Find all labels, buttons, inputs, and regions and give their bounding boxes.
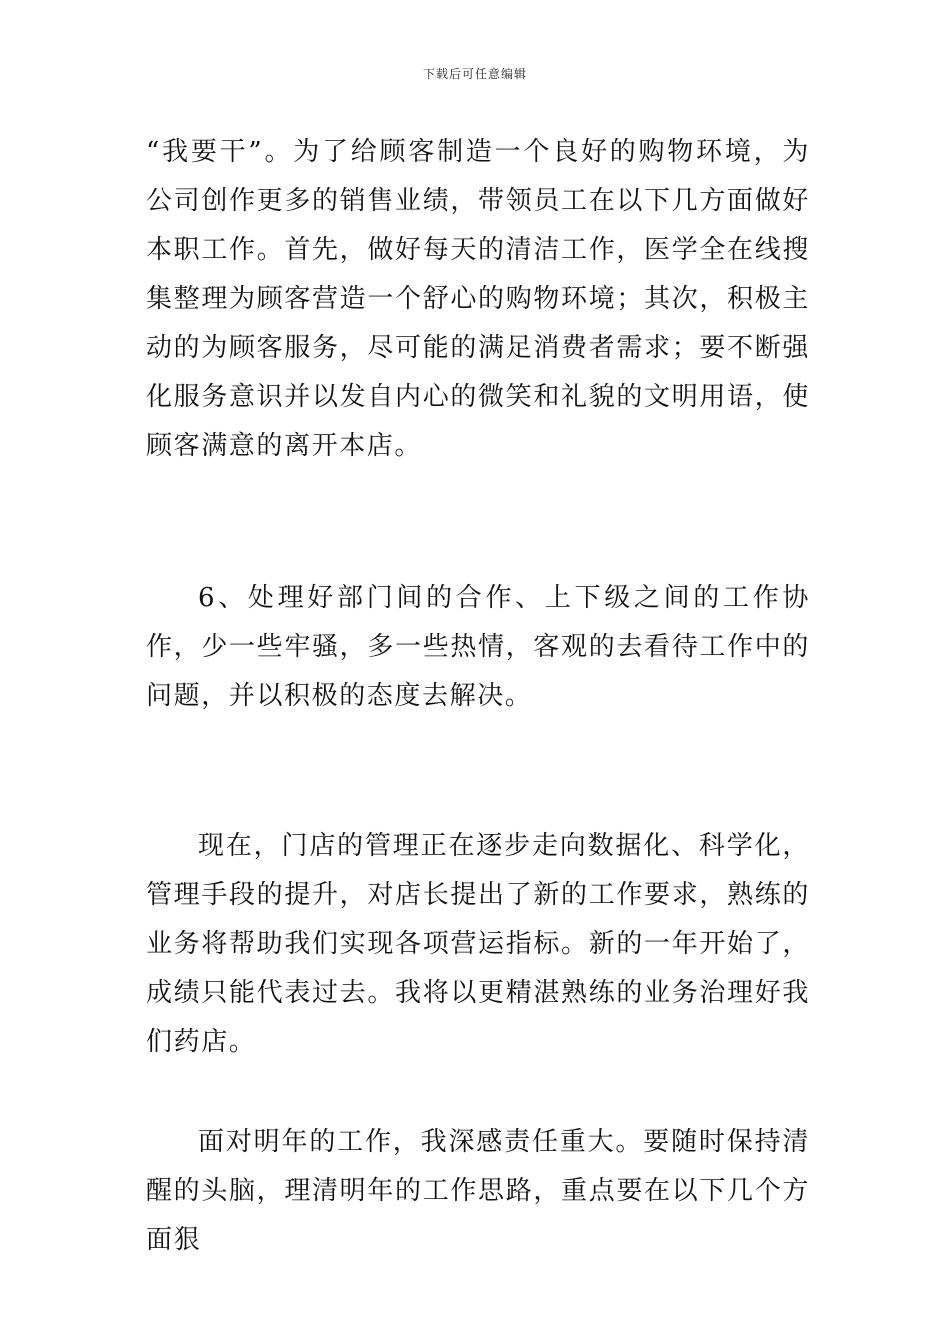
paragraph-3: 现在，门店的管理正在逐步走向数据化、科学化，管理手段的提升，对店长提出了新的工作要求，熟练的业务将帮助我们实现各项营运指标。新的一年开始了，成绩只能代表过去。我将以更精湛熟练的业务治理好我们药店。 — [146, 831, 810, 1057]
paragraph-2: 6、处理好部门间的合作、上下级之间的工作协作，少一些牢骚，多一些热情，客观的去看待工作中的问题，并以积极的态度去解决。 — [146, 583, 810, 711]
paragraph-4: 面对明年的工作，我深感责任重大。要随时保持清醒的头脑，理清明年的工作思路，重点要在以下几个方面狠 — [146, 1127, 810, 1255]
paragraph-1: “我要干”。为了给顾客制造一个良好的购物环境，为公司创作更多的销售业绩，带领员工在以下几方面做好本职工作。首先，做好每天的清洁工作，医学全在线搜集整理为顾客营造一个舒心的购物环境；其次，积极主动的为顾客服务，尽可能的满足消费者需求；要不断强化服务意识并以发自内心的微笑和礼貌的文明用语，使顾客满意的离开本店。 — [146, 137, 810, 461]
header-note: 下载后可任意编辑 — [422, 67, 527, 81]
